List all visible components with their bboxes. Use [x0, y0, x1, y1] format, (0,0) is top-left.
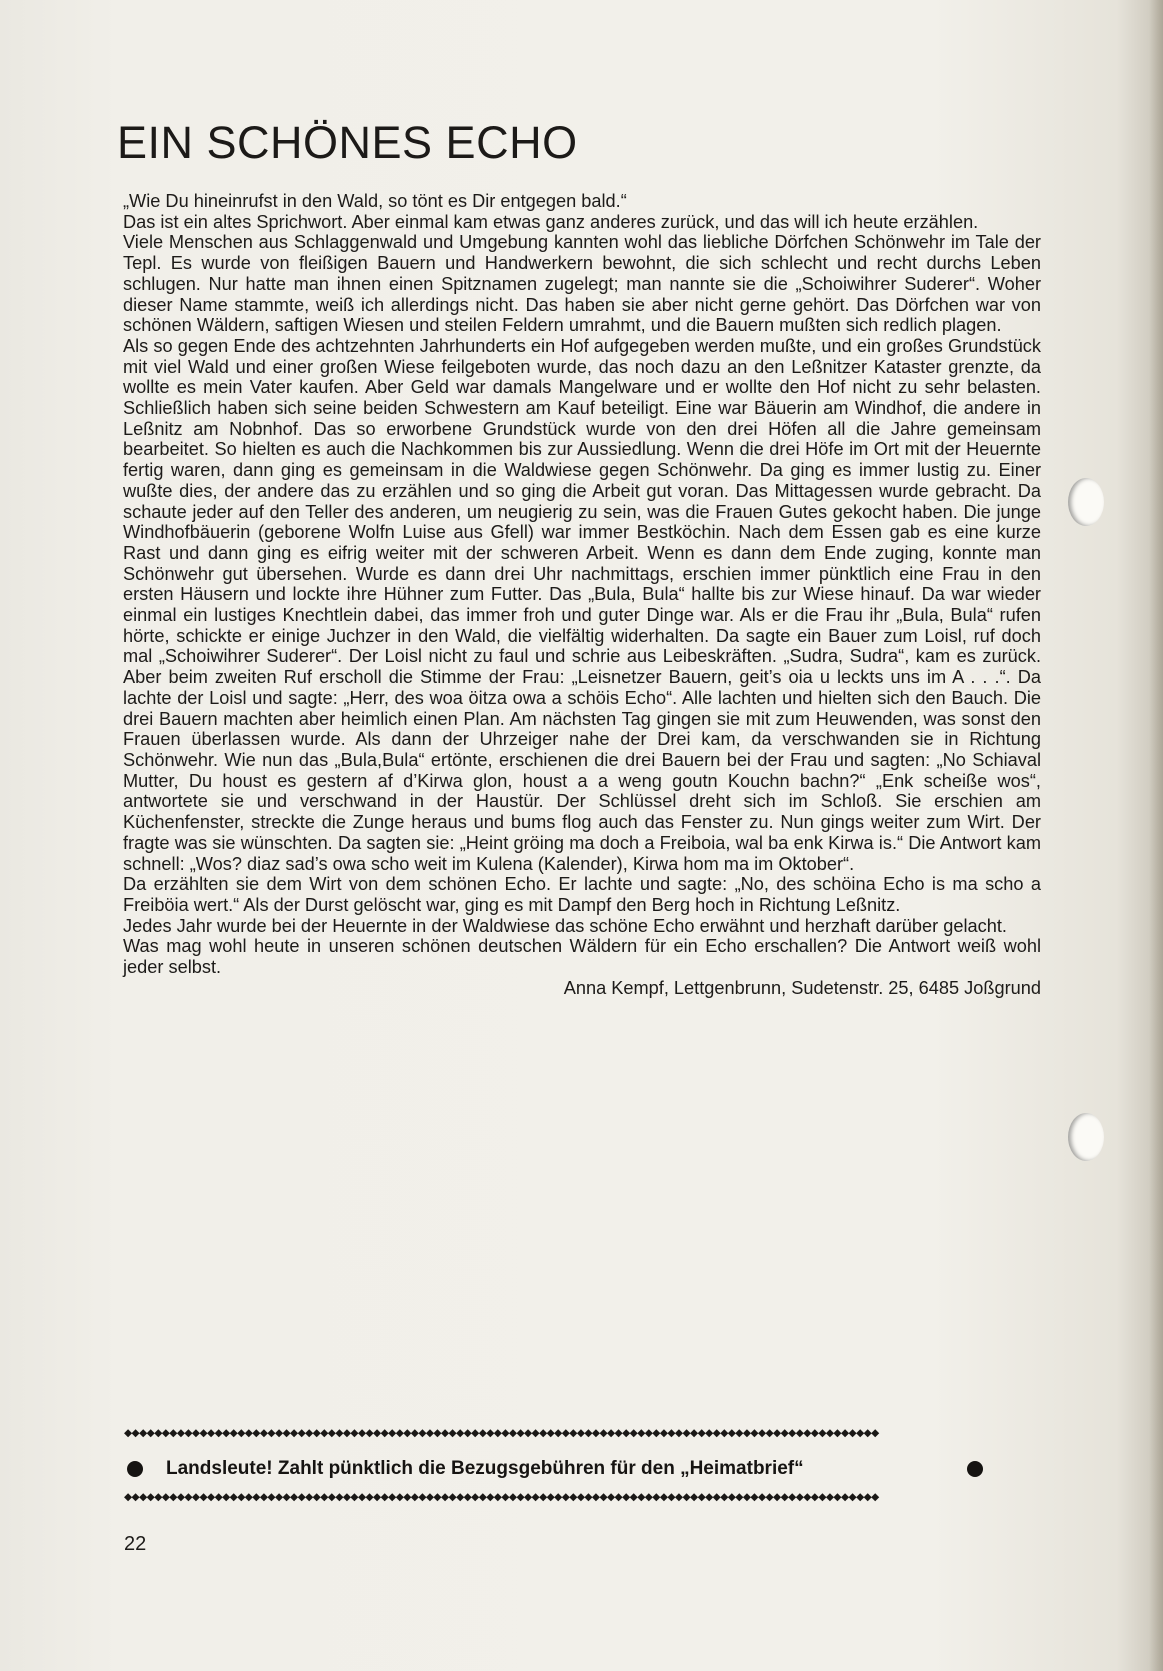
page-number: 22	[124, 1533, 147, 1555]
article-paragraph-village: Viele Menschen aus Schlaggenwald und Umgebung kannten wohl das liebliche Dörfchen Schönwehr im Tale der Tepl. Es wurde von fleißigen Bauern und Handwerkern bewohnt, die sich schlecht und recht durchs Leben schlugen. Nur hatte man ihnen einen Spitznamen zugelegt; man nannte sie die „Schoiwihrer Suderer“. Woher dieser Name stammte, weiß ich allerdings nicht. Das haben sie aber nicht gerne gehört. Das Dörfchen war von schönen Wäldern, saftigen Wiesen und steilen Feldern umrahmt, und die Bauern mußten sich redlich plagen.	[123, 232, 1041, 336]
article-paragraph-story: Als so gegen Ende des achtzehnten Jahrhunderts ein Hof aufgegeben werden mußte, und ein großes Grundstück mit viel Wald und einer großen Wiese feilgeboten wurde, das noch dazu an den Leßnitzer Kataster grenzte, da wollte es mein Vater kaufen. Aber Geld war damals Mangelware und er wollte den Hof nicht zu sehr belasten. Schließlich haben sich seine beiden Schwestern am Kauf beteiligt. Eine war Bäuerin am Windhof, die andere in Leßnitz am Nobnhof. Das so erworbene Grundstück wurde von den drei Höfen all die Jahre gemeinsam bearbeitet. So hielten es auch die Nachkommen bis zur Aussiedlung. Wenn die drei Höfe im Ort mit der Heuernte fertig waren, dann ging es gemeinsam in die Waldwiese gegen Schönwehr. Da ging es immer lustig zu. Einer wußte dies, der andere das zu erzählen und so ging die Arbeit gut voran. Das Mittagessen wurde gebracht. Da schaute jeder auf den Teller des anderen, um neugierig zu sein, was die Frauen Gutes gekocht haben. Die junge Windhofbäuerin (geborene Wolfn Luise aus Gfell) war immer Bestköchin. Nach dem Essen gab es eine kurze Rast und dann ging es eifrig weiter mit der schweren Arbeit. Wenn es dann dem Ende zuging, konnte man Schönwehr gut übersehen. Wurde es dann drei Uhr nachmittags, erschien immer pünktlich eine Frau in den ersten Häusern und lockte ihre Hühner zum Futter. Das „Bula, Bula“ hallte bis zur Wiese hinauf. Da war wieder einmal ein lustiges Knechtlein dabei, das immer froh und guter Dinge war. Als er die Frau ihr „Bula, Bula“ rufen hörte, schickte er einige Juchzer in den Wald, die vielfältig widerhalten. Da sagte ein Bauer zum Loisl, ruf doch mal „Schoiwihrer Suderer“. Der Loisl nicht zu faul und schrie aus Leibeskräften. „Sudra, Sudra“, kam es zurück. Aber beim zweiten Ruf erscholl die Stimme der Frau: „Leisnetzer Bauern, geit’s oia u leckts uns im A . . .“. Da lachte der Loisl und sagte: „Herr, des woa öitza owa a schöis Echo“. Alle lachten und hielten sich den Bauch. Die drei Bauern machten aber heimlich einen Plan. Am nächsten Tag gingen sie mit zum Heuwenden, was sonst den Frauen überlassen wurde. Als dann der Uhrzeiger nahe der Drei kam, da verschwanden sie in Richtung Schönwehr. Wie nun das „Bula,Bula“ ertönte, erschienen die drei Bauern bei der Frau und sagten: „No Schiaval Mutter, Du houst es gestern af d’Kirwa glon, houst a a weng goutn Kouchn bachn?“ „Enk scheiße wos“, antwortete sie und verschwand in der Haustür. Der Schlüssel dreht sich im Schloß. Sie erschien am Küchenfenster, streckte die Zunge heraus und bums flog auch das Fenster zu. Nun gings weiter zum Wirt. Der fragte was sie wünschten. Da sagten sie: „Heint gröing ma doch a Freiboia, wal ba enk Kirwa is.“ Die Antwort kam schnell: „Wos? diaz sad’s owa scho weit im Kulena (Kalender), Kirwa hom ma im Oktober“.	[123, 335, 1041, 874]
punch-hole-lower	[1068, 1113, 1104, 1161]
payment-notice	[124, 1455, 1042, 1485]
bullet-left-icon	[127, 1461, 143, 1477]
punch-hole-upper	[1068, 478, 1104, 526]
article-title: EIN SCHÖNES ECHO	[117, 117, 578, 168]
article-paragraph-tradition: Jedes Jahr wurde bei der Heuernte in der Waldwiese das schöne Echo erwähnt und herzhaft darüber gelacht.	[123, 915, 1007, 936]
article-paragraph-intro: Das ist ein altes Sprichwort. Aber einmal kam etwas ganz anderes zurück, und das will ich heute erzählen.	[123, 211, 979, 232]
diamond-border-top: ◆◆◆◆◆◆◆◆◆◆◆◆◆◆◆◆◆◆◆◆◆◆◆◆◆◆◆◆◆◆◆◆◆◆◆◆◆◆◆◆◆◆◆◆◆◆◆◆◆◆◆◆◆◆◆◆◆◆◆◆◆◆◆◆◆◆◆◆◆◆◆◆◆◆◆◆◆◆◆◆◆◆◆◆◆◆◆◆◆◆◆◆◆◆◆◆◆◆◆◆	[124, 1428, 879, 1438]
article-paragraph-closing: Was mag wohl heute in unseren schönen deutschen Wäldern für ein Echo erschallen? Die Antwort weiß wohl jeder selbst.	[123, 936, 1041, 978]
bullet-right-icon	[967, 1461, 983, 1477]
article-paragraph-quote: „Wie Du hineinrufst in den Wald, so tönt es Dir entgegen bald.“	[123, 191, 627, 211]
payment-notice-text: Landsleute! Zahlt pünktlich die Bezugsgebühren für den „Heimatbrief“	[166, 1458, 804, 1479]
page-edge-shadow	[1149, 0, 1163, 1671]
article-byline: Anna Kempf, Lettgenbrunn, Sudetenstr. 25, 6485 Joßgrund	[563, 977, 1041, 998]
article-paragraph-innkeeper: Da erzählten sie dem Wirt von dem schönen Echo. Er lachte und sagte: „No, des schöina Echo is ma scho a Freiböia wert.“ Als der Durst gelöscht war, ging es mit Dampf den Berg hoch in Richtung Leßnitz.	[123, 874, 1041, 915]
diamond-border-bottom: ◆◆◆◆◆◆◆◆◆◆◆◆◆◆◆◆◆◆◆◆◆◆◆◆◆◆◆◆◆◆◆◆◆◆◆◆◆◆◆◆◆◆◆◆◆◆◆◆◆◆◆◆◆◆◆◆◆◆◆◆◆◆◆◆◆◆◆◆◆◆◆◆◆◆◆◆◆◆◆◆◆◆◆◆◆◆◆◆◆◆◆◆◆◆◆◆◆◆◆◆	[124, 1492, 879, 1502]
article-body	[123, 191, 1041, 998]
